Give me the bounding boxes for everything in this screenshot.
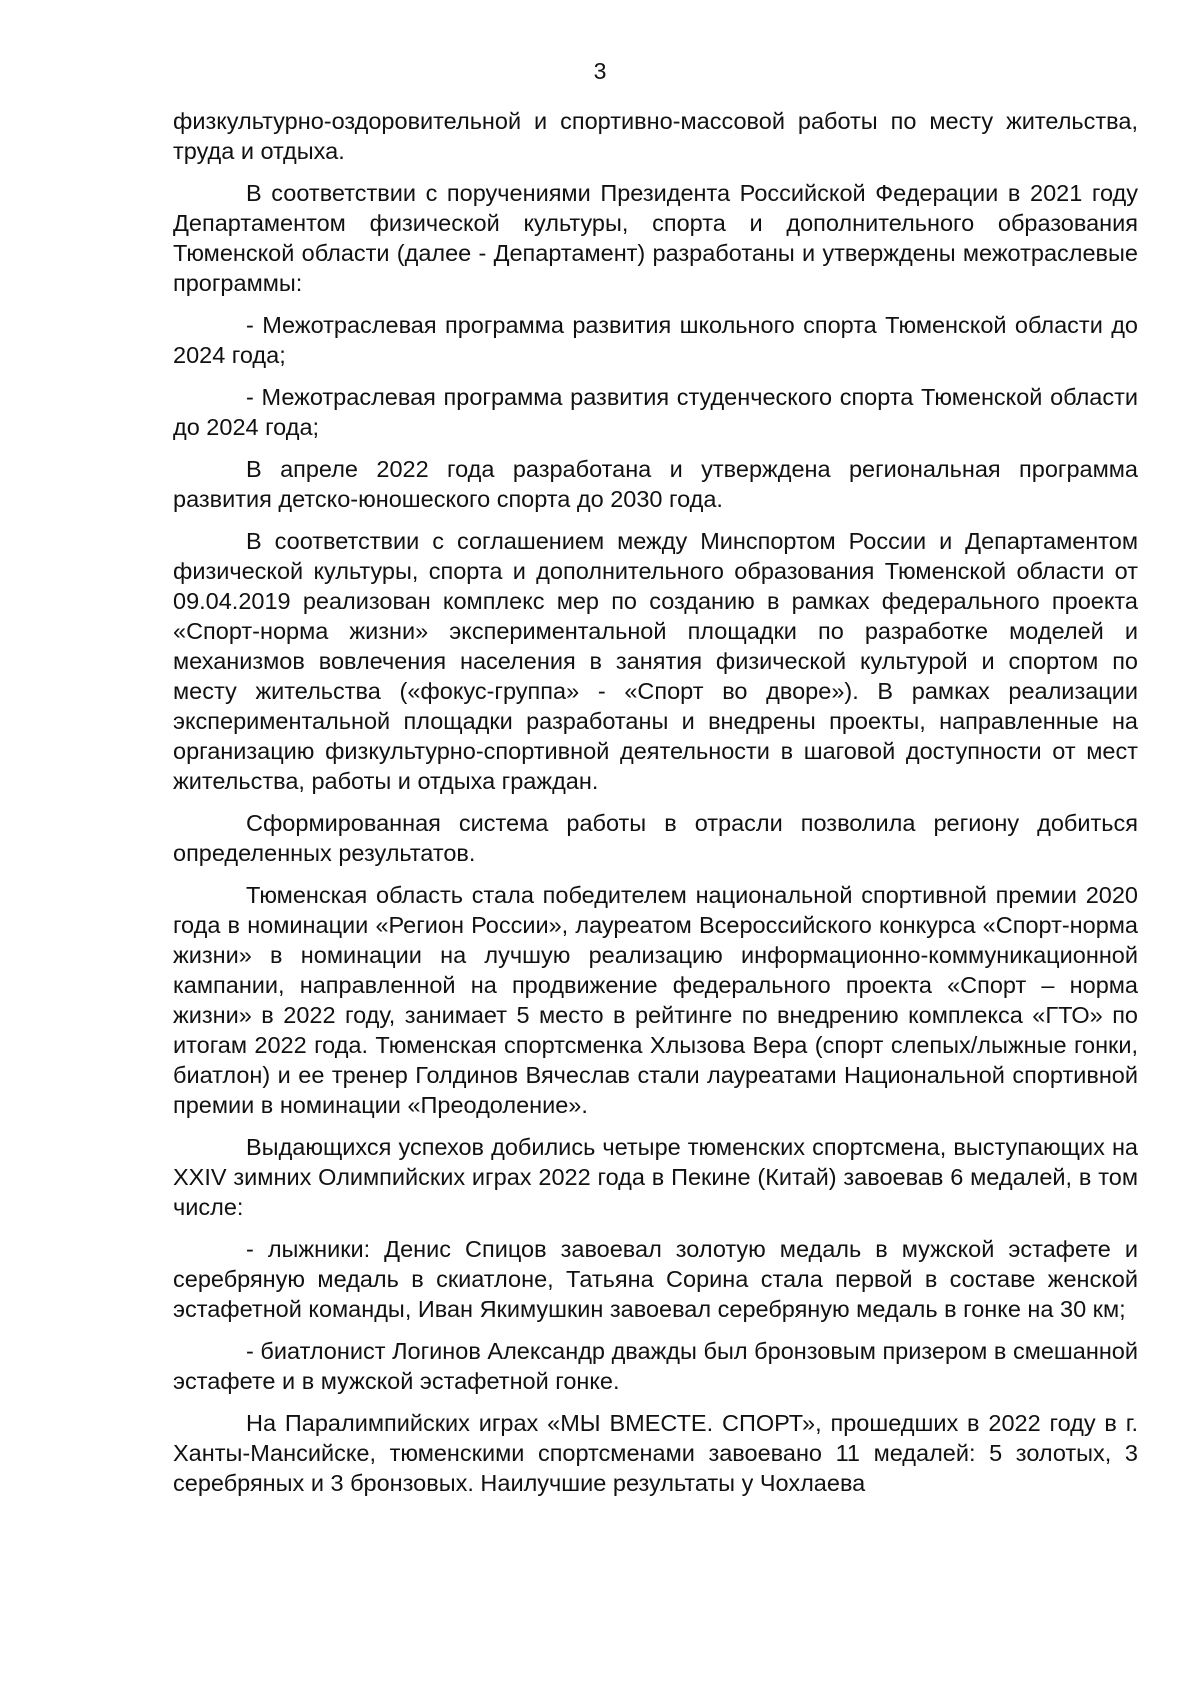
paragraph-national-award: Тюменская область стала победителем национальной спортивной премии 2020 года в номинации «Регион России», лауреатом Всероссийского конкурса «Спорт-норма жизни» в номинации на лучшую реализацию информационно-коммуникационной кампании, направленной на продвижение федерального проекта «Спорт – норма жизни» в 2022 году, занимает 5 место в рейтинге по внедрению комплекса «ГТО» по итогам 2022 года. Тюменская спортсменка Хлызова Вера (спорт слепых/лыжные гонки, биатлон) и ее тренер Голдинов Вячеслав стали лауреатами Национальной спортивной премии в номинации «Преодоление».	[173, 882, 1138, 1118]
list-item-skiers: - лыжники: Денис Спицов завоевал золотую медаль в мужской эстафете и серебряную медаль в скиатлоне, Татьяна Сорина стала первой в составе женской эстафетной команды, Иван Якимушкин завоевал серебряную медаль в гонке на 30 км;	[173, 1236, 1138, 1322]
paragraph-youth-sport-program: В апреле 2022 года разработана и утверждена региональная программа развития детско-юношеского спорта до 2030 года.	[173, 456, 1138, 512]
list-item-school-sport-program: - Межотраслевая программа развития школьного спорта Тюменской области до 2024 года;	[173, 312, 1138, 368]
list-item-biathlete: - биатлонист Логинов Александр дважды был бронзовым призером в смешанной эстафете и в мужской эстафетной гонке.	[173, 1338, 1138, 1394]
paragraph-presidential-instructions: В соответствии с поручениями Президента Российской Федерации в 2021 году Департаментом физической культуры, спорта и дополнительного образования Тюменской области (далее - Департамент) разработаны и утверждены межотраслевые программы:	[173, 180, 1138, 296]
page-number: 3	[593, 58, 607, 84]
paragraph-ministry-agreement: В соответствии с соглашением между Минспортом России и Департаментом физической культуры, спорта и дополнительного образования Тюменской области от 09.04.2019 реализован комплекс мер по созданию в рамках федерального проекта «Спорт-норма жизни» экспериментальной площадки по разработке моделей и механизмов вовлечения населения в занятия физической культурой и спортом по месту жительства («фокус-группа» - «Спорт во дворе»). В рамках реализации экспериментальной площадки разработаны и внедрены проекты, направленные на организацию физкультурно-спортивной деятельности в шаговой доступности от мест жительства, работы и отдыха граждан.	[173, 528, 1138, 794]
paragraph-system-results: Сформированная система работы в отрасли позволила региону добиться определенных результатов.	[173, 810, 1138, 866]
paragraph-continuation: физкультурно-оздоровительной и спортивно-массовой работы по месту жительства, труда и отдыха.	[173, 108, 1138, 164]
paragraph-paralympic-games: На Паралимпийских играх «МЫ ВМЕСТЕ. СПОРТ», прошедших в 2022 году в г. Ханты-Мансийске, тюменскими спортсменами завоевано 11 медалей: 5 золотых, 3 серебряных и 3 бронзовых. Наилучшие результаты у Чохлаева	[173, 1410, 1138, 1496]
document-body	[173, 106, 1138, 1510]
list-item-student-sport-program: - Межотраслевая программа развития студенческого спорта Тюменской области до 2024 года;	[173, 384, 1138, 440]
paragraph-olympic-success: Выдающихся успехов добились четыре тюменских спортсмена, выступающих на XXIV зимних Олимпийских играх 2022 года в Пекине (Китай) завоевав 6 медалей, в том числе:	[173, 1134, 1138, 1220]
